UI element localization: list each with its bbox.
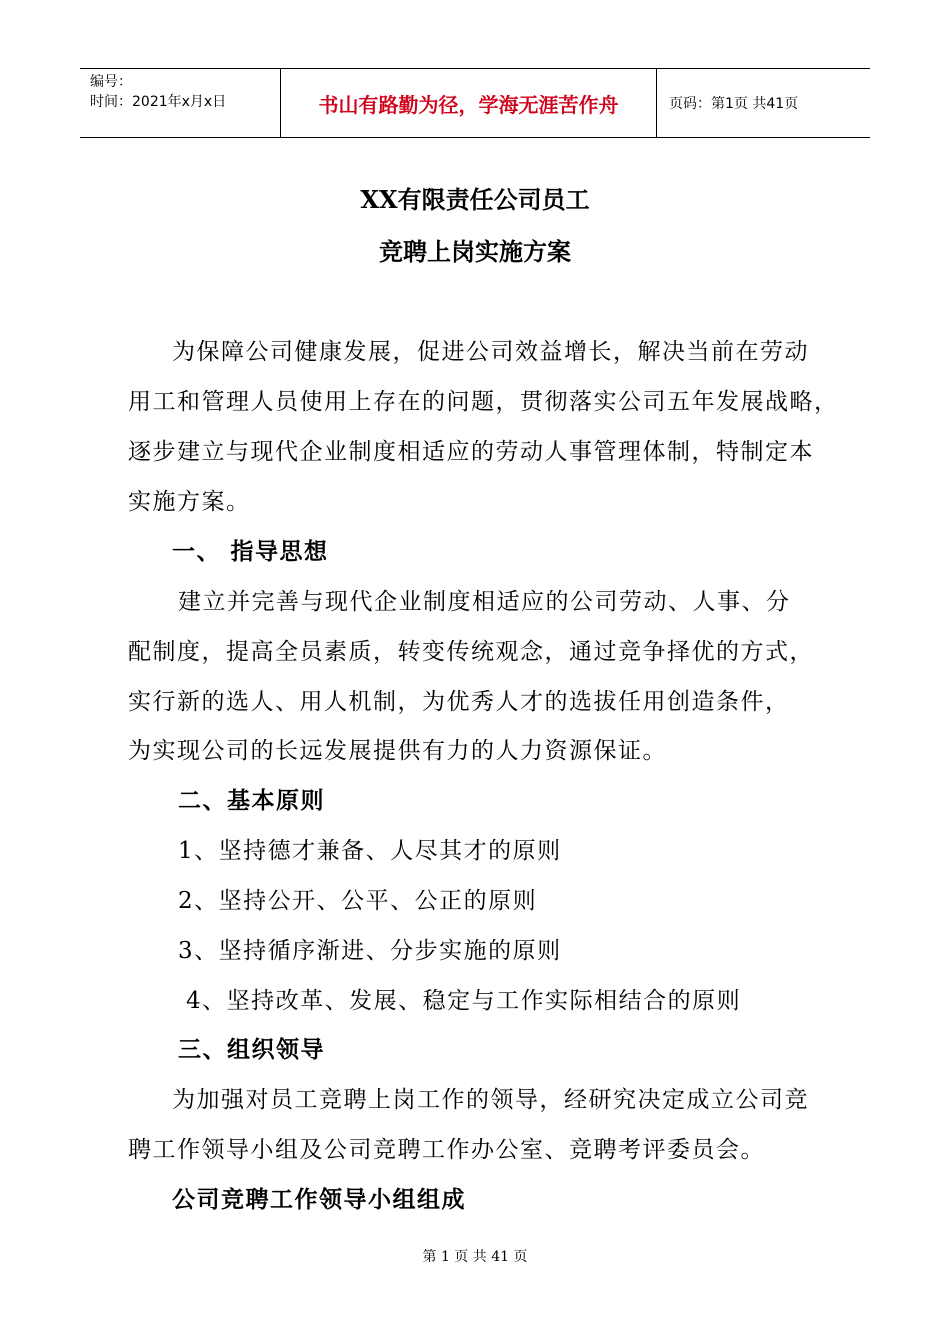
section3-line: 为加强对员工竞聘上岗工作的领导，经研究决定成立公司竞	[172, 1087, 809, 1113]
principle-item: 3、坚持循序渐进、分步实施的原则	[178, 938, 562, 964]
document-header	[80, 68, 870, 138]
doc-title-line2: 竞聘上岗实施方案	[379, 237, 571, 266]
number-label: 编号：	[90, 74, 132, 90]
intro-line: 逐步建立与现代企业制度相适应的劳动人事管理体制，特制定本	[128, 439, 814, 465]
section1-line: 为实现公司的长远发展提供有力的人力资源保证。	[128, 738, 667, 764]
time-label: 时间：2021年x月x日	[90, 94, 227, 110]
intro-line: 用工和管理人员使用上存在的问题，贯彻落实公司五年发展战略，	[128, 389, 839, 415]
section1-line: 实行新的选人、用人机制，为优秀人才的选拔任用创造条件，	[128, 689, 790, 715]
section3-line: 聘工作领导小组及公司竞聘工作办公室、竞聘考评委员会。	[128, 1137, 765, 1163]
intro-line: 为保障公司健康发展，促进公司效益增长，解决当前在劳动	[172, 339, 809, 365]
header-motto: 书山有路勤为径，学海无涯苦作舟	[281, 69, 657, 137]
section1-line: 建立并完善与现代企业制度相适应的公司劳动、人事、分	[178, 589, 791, 615]
header-page-info: 页码：第1页 共41页	[669, 96, 799, 112]
section1-heading: 一、 指导思想	[172, 539, 329, 565]
doc-title-line1: XX有限责任公司员工	[360, 185, 590, 214]
subsection-heading: 公司竞聘工作领导小组组成	[172, 1187, 466, 1213]
intro-line: 实施方案。	[128, 489, 251, 515]
principle-item: 4、坚持改革、发展、稳定与工作实际相结合的原则	[186, 988, 742, 1014]
page-footer: 第 1 页 共 41 页	[422, 1249, 528, 1265]
principle-item: 1、坚持德才兼备、人尽其才的原则	[178, 838, 562, 864]
section2-heading: 二、基本原则	[178, 788, 325, 814]
header-meta	[80, 69, 281, 137]
section1-line: 配制度，提高全员素质，转变传统观念，通过竞争择优的方式，	[128, 639, 814, 665]
section3-heading: 三、组织领导	[178, 1037, 325, 1063]
principle-item: 2、坚持公开、公平、公正的原则	[178, 888, 538, 914]
